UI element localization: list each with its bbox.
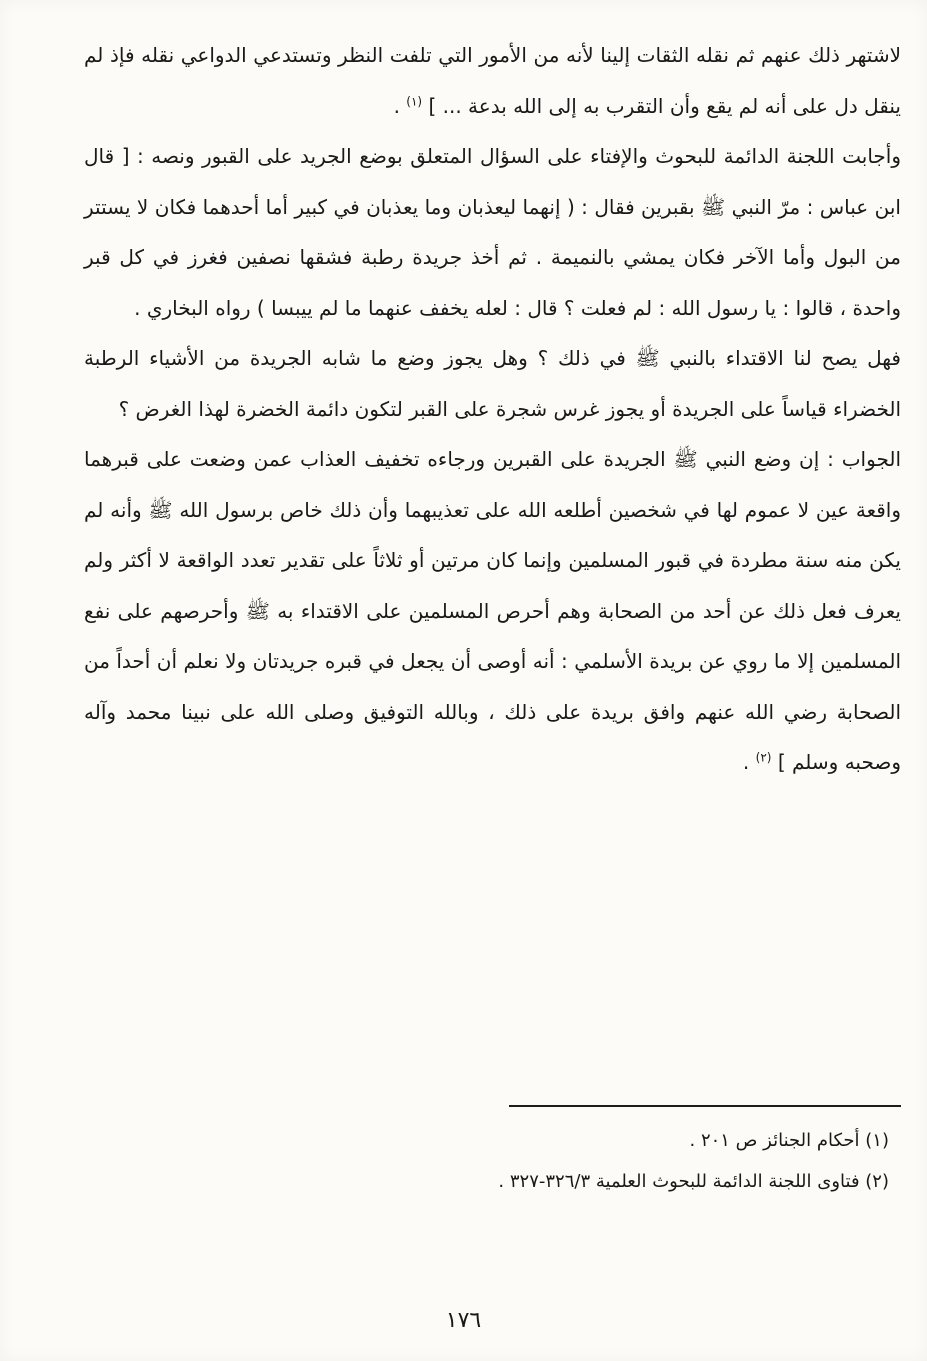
footnote-marker-2: (٢) — [755, 750, 772, 765]
footnote-1: (١) أحكام الجنائز ص ٢٠١ . — [689, 1130, 889, 1151]
paragraph-text: وأجابت اللجنة الدائمة للبحوث والإفتاء على السؤال المتعلق بوضع الجريد على القبور ونصه : [ قال ابن عباس : مرّ النبي ﷺ بقبرين فقال : ( إنهما ليعذبان وما يعذبان في كبير أما أحدهما فكان لا يستتر من البول وأما الآخر فكان يمشي بالنميمة . ثم أخذ جريدة رطبة فشقها نصفين فغرز في كل قبر واحدة ، قالوا : يا رسول الله : لم فعلت ؟ قال : لعله يخفف عنهما ما لم ييبسا ) رواه البخاري . — [84, 144, 901, 320]
footnotes — [84, 1120, 889, 1202]
paragraph-tail: . — [393, 93, 407, 118]
paragraph-tail: . — [742, 750, 756, 774]
footnote-2: (٢) فتاوى اللجنة الدائمة للبحوث العلمية ‪٣٢٦/٣-٣٢٧‬ . — [498, 1171, 889, 1192]
paragraph-text: لاشتهر ذلك عنهم ثم نقله الثقات إلينا لأنه من الأمور التي تلفت النظر وتستدعي الدواعي نقله فإذ لم ينقل دل على أنه لم يقع وأن التقرب به إلى الله بدعة ... ] — [84, 43, 901, 118]
paragraph-question — [84, 333, 901, 434]
main-text — [84, 30, 901, 788]
paragraph-text: فهل يصح لنا الاقتداء بالنبي ﷺ في ذلك ؟ وهل يجوز وضع ما شابه الجريدة من الأشياء الرطبة الخضراء قياساً على الجريدة أو يجوز غرس شجرة على القبر لتكون دائمة الخضرة لهذا الغرض ؟ — [84, 346, 901, 421]
paragraph-text: الجواب : إن وضع النبي ﷺ الجريدة على القبرين ورجاءه تخفيف العذاب عمن وضعت على قبرهما واقعة عين لا عموم لها في شخصين أطلعه الله على تعذيبهما وأن ذلك خاص برسول الله ﷺ وأنه لم يكن منه سنة مطردة في قبور المسلمين وإنما كان مرتين أو ثلاثاً على تقدير تعدد الواقعة لا أكثر ولم يعرف فعل ذلك عن أحد من الصحابة وهم أحرص المسلمين على الاقتداء به ﷺ وأحرصهم على نفع المسلمين إلا ما روي عن بريدة الأسلمي : أنه أوصى أن يجعل في قبره جريدتان ولا نعلم أن أحداً من الصحابة رضي الله عنهم وافق بريدة على ذلك ، وبالله التوفيق وصلى الله على نبينا محمد وآله وصحبه وسلم ] — [84, 447, 901, 774]
paragraph-fatwa-question-intro — [84, 131, 901, 333]
paragraph-answer — [84, 434, 901, 788]
page-number: ١٧٦ — [445, 1308, 482, 1333]
footnote-separator — [509, 1105, 901, 1107]
footnote-marker-1: (١) — [406, 93, 423, 108]
paragraph-continuation — [84, 30, 901, 131]
